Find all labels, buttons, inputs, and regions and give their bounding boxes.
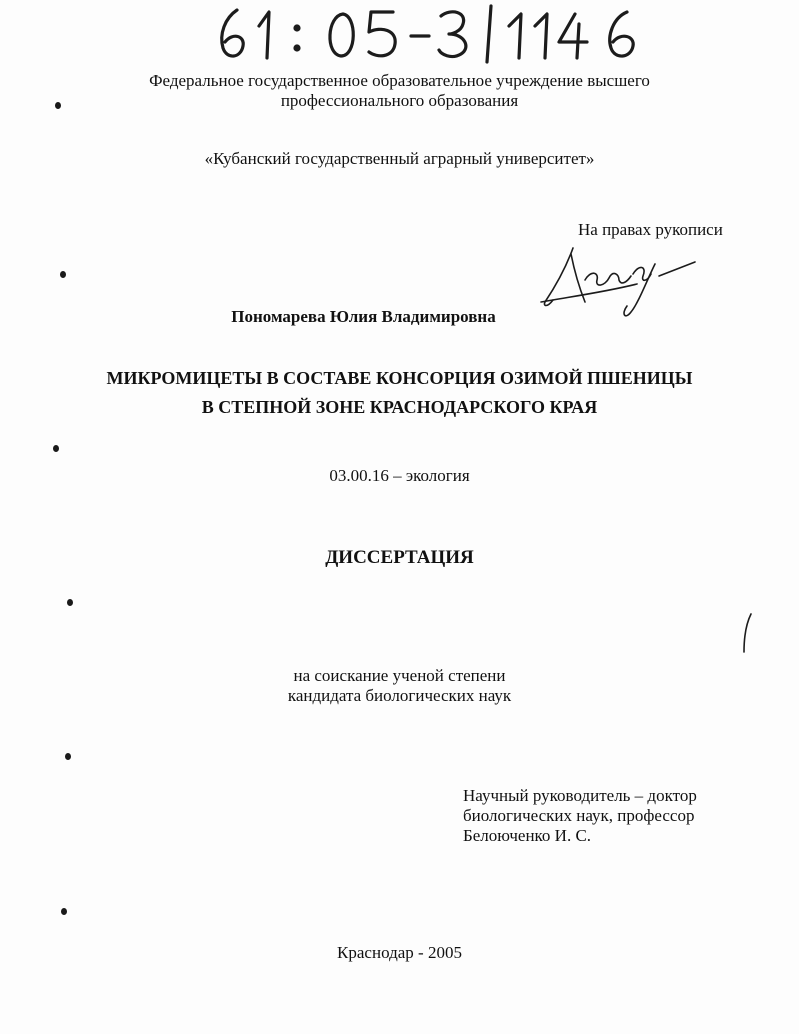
degree-line-1: на соискание ученой степени bbox=[293, 666, 506, 685]
handwritten-archive-code bbox=[215, 4, 655, 64]
binding-hole-mark bbox=[53, 445, 59, 452]
thesis-title-line-1: МИКРОМИЦЕТЫ В СОСТАВЕ КОНСОРЦИЯ ОЗИМОЙ ПШЕНИЦЫ bbox=[106, 368, 693, 388]
binding-hole-mark bbox=[60, 271, 66, 278]
manuscript-rights-note: На правах рукописи bbox=[578, 220, 723, 239]
university-name: «Кубанский государственный аграрный университет» bbox=[204, 149, 595, 168]
binding-hole-mark bbox=[61, 908, 67, 915]
binding-hole-mark bbox=[65, 753, 71, 760]
city-year: Краснодар - 2005 bbox=[337, 943, 462, 962]
stray-pen-mark bbox=[740, 612, 754, 656]
institution-line-2: профессионального образования bbox=[280, 91, 519, 110]
supervisor-line-1: Научный руководитель – доктор bbox=[463, 786, 697, 805]
specialty-code: 03.00.16 – экология bbox=[329, 466, 470, 485]
supervisor-line-2: биологических наук, профессор bbox=[463, 806, 695, 825]
institution-line-1: Федеральное государственное образовательное учреждение высшего bbox=[149, 71, 650, 90]
supervisor-name: Белоюченко И. С. bbox=[463, 826, 592, 845]
binding-hole-mark bbox=[67, 599, 73, 606]
document-type-heading: ДИССЕРТАЦИЯ bbox=[325, 547, 474, 568]
thesis-title-line-2: В СТЕПНОЙ ЗОНЕ КРАСНОДАРСКОГО КРАЯ bbox=[201, 397, 598, 417]
degree-line-2: кандидата биологических наук bbox=[287, 686, 512, 705]
author-name: Пономарева Юлия Владимировна bbox=[231, 307, 496, 326]
binding-hole-mark bbox=[55, 102, 61, 109]
